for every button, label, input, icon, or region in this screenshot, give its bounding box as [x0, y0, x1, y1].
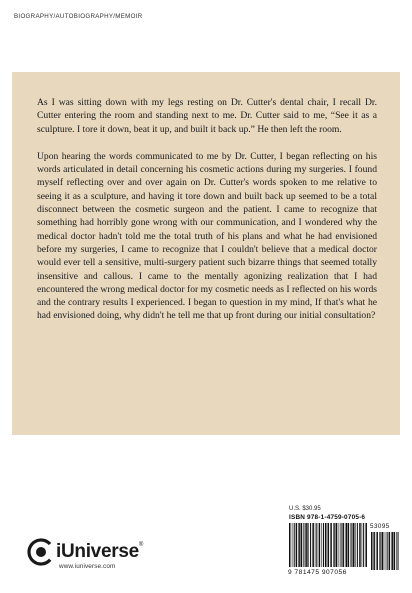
- publisher-name: iUniverse®: [56, 541, 143, 562]
- blurb-text: [37, 96, 377, 337]
- isbn-barcode: [288, 523, 400, 579]
- barcode-digits: 9 781475 907056: [288, 569, 347, 576]
- iuniverse-swoosh-icon: [26, 537, 56, 567]
- barcode-bars: [288, 523, 368, 569]
- blurb-paragraph-1: As I was sitting down with my legs resting on Dr. Cutter's dental chair, I recall Dr. Cutter entering the room and standing next to me. Dr. Cutter said to me, “See it as a sculpture. I tore it down, beat it up, and built it back up.” He then left the room.: [37, 97, 377, 135]
- price-code-label: 53095: [370, 523, 390, 530]
- blurb-paragraph-2: Upon hearing the words communicated to me by Dr. Cutter, I began reflecting on his words articulated in detail concerning his cosmetic actions during my surgeries. I found myself reflecting over and over again on Dr. Cutter's words spoken to me relative to seeing it as a sculpture, and having it tore down and built back up seemed to be a total disconnect between the cosmetic surgeon and the patient. I came to recognize that something had horribly gone wrong with our communication, and I wondered why the medical doctor hadn't told me the total truth of his plans and what he had envisioned before my surgeries, I came to recognize that I couldn't believe that a medical doctor would ever tell a sensitive, multi-surgery patient such bizarre things that seemed totally insensitive and callous. I came to the mentally agonizing realization that I had encountered the wrong medical doctor for my cosmetic needs as I reflected on his words and the contrary results I experienced. I began to question in my mind, If that's what he had envisioned doing, why didn't he tell me that up front during our initial consultation?: [37, 150, 377, 322]
- category-label: BIOGRAPHY/AUTOBIOGRAPHY/MEMOIR: [14, 13, 143, 20]
- isbn-label: ISBN 978-1-4759-0705-6: [289, 514, 366, 521]
- price-barcode-bars: [370, 532, 400, 572]
- publisher-url: www.iuniverse.com: [59, 563, 116, 570]
- publisher-logo: [26, 537, 166, 573]
- price-label: U.S. $30.95: [289, 506, 321, 512]
